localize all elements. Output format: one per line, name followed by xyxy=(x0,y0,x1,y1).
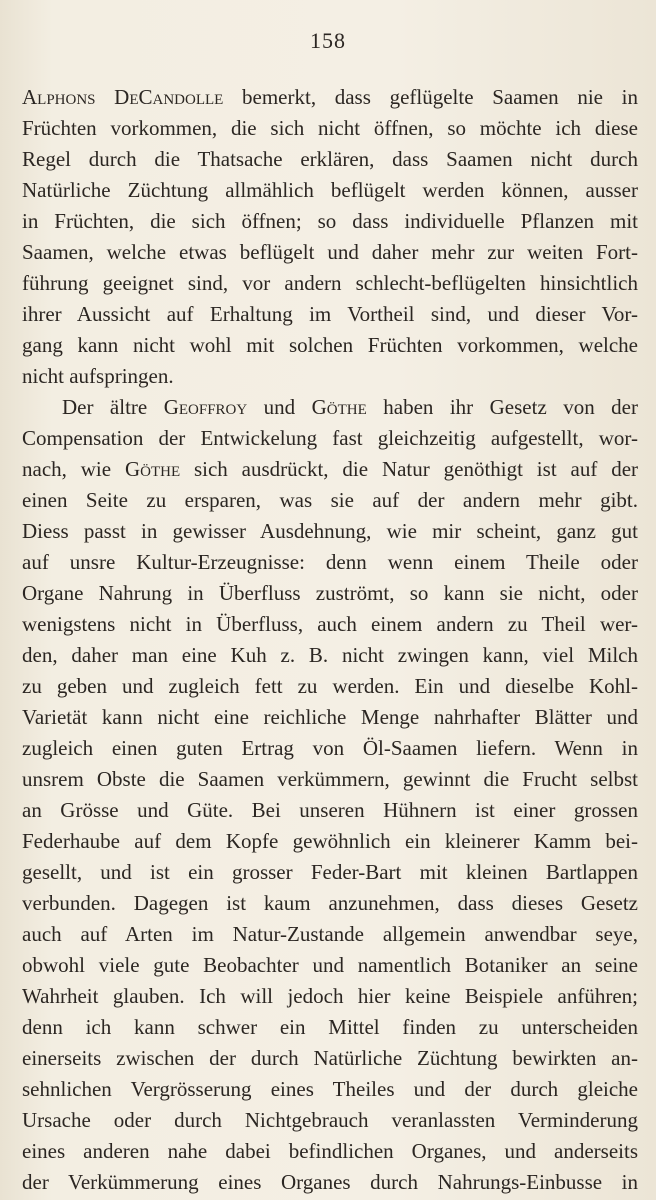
text-line xyxy=(22,1136,638,1167)
text-segment: verbunden. Dagegen ist kaum anzunehmen, dass dieses Gesetz xyxy=(22,891,638,915)
text-segment: Ursache oder durch Nichtgebrauch veranlassten Verminderung xyxy=(22,1108,638,1132)
text-segment: gesellt, und ist ein grosser Feder-Bart mit kleinen Bartlappen xyxy=(22,860,638,884)
text-segment: Compensation der Entwickelung fast gleichzeitig aufgestellt, wor- xyxy=(22,426,638,450)
text-segment: Organe Nahrung in Überfluss zuströmt, so kann sie nicht, oder xyxy=(22,581,638,605)
text-line xyxy=(22,423,638,454)
text-segment: gang kann nicht wohl mit solchen Früchten vorkommen, welche xyxy=(22,333,638,357)
text-line xyxy=(22,113,638,144)
author-name: Göthe xyxy=(124,457,181,481)
text-segment: nach, wie xyxy=(22,457,125,481)
text-segment: denn ich kann schwer ein Mittel finden zu unterscheiden xyxy=(22,1015,638,1039)
text-line xyxy=(22,547,638,578)
text-line xyxy=(22,795,638,826)
text-line xyxy=(22,981,638,1012)
text-line xyxy=(22,175,638,206)
text-line xyxy=(22,1074,638,1105)
text-segment: den, daher man eine Kuh z. B. nicht zwingen kann, viel Milch xyxy=(22,643,638,667)
text-segment: sich ausdrückt, die Natur genöthigt ist auf der xyxy=(180,457,638,481)
text-line xyxy=(22,671,638,702)
text-line xyxy=(22,144,638,175)
page-number: 158 xyxy=(310,28,346,53)
text-segment: auch auf Arten im Natur-Zustande allgemein anwendbar seye, xyxy=(22,922,638,946)
text-segment: Federhaube auf dem Kopfe gewöhnlich ein kleinerer Kamm bei- xyxy=(22,829,638,853)
text-segment: sehnlichen Vergrösserung eines Theiles und der durch gleiche xyxy=(22,1077,638,1101)
text-line xyxy=(22,640,638,671)
text-line xyxy=(22,237,638,268)
text-line xyxy=(22,82,638,113)
text-segment: Saamen, welche etwas beflügelt und daher mehr zur weiten Fort- xyxy=(22,240,638,264)
text-segment: Regel durch die Thatsache erklären, dass Saamen nicht durch xyxy=(22,147,638,171)
text-segment: in Früchten, die sich öffnen; so dass individuelle Pflanzen mit xyxy=(22,209,638,233)
text-line xyxy=(22,516,638,547)
text-line xyxy=(22,919,638,950)
text-segment: Natürliche Züchtung allmählich beflügelt werden können, ausser xyxy=(22,178,638,202)
text-segment: Wahrheit glauben. Ich will jedoch hier keine Beispiele anführen; xyxy=(22,984,638,1008)
text-segment: Diess passt in gewisser Ausdehnung, wie mir scheint, ganz gut xyxy=(22,519,638,543)
text-line xyxy=(22,702,638,733)
text-line xyxy=(22,888,638,919)
text-segment: und xyxy=(247,395,312,419)
text-line xyxy=(22,206,638,237)
text-segment: zu geben und zugleich fett zu werden. Ein und dieselbe Kohl- xyxy=(22,674,638,698)
text-segment: ihrer Aussicht auf Erhaltung im Vortheil sind, und dieser Vor- xyxy=(22,302,638,326)
text-segment: auf unsre Kultur-Erzeugnisse: denn wenn einem Theile oder xyxy=(22,550,638,574)
text-line xyxy=(22,733,638,764)
text-line xyxy=(22,1012,638,1043)
text-line xyxy=(22,764,638,795)
text-segment: einen Seite zu ersparen, was sie auf der andern mehr gibt. xyxy=(22,488,638,512)
text-line xyxy=(22,1105,638,1136)
text-line xyxy=(22,578,638,609)
text-segment: nicht aufspringen. xyxy=(22,364,174,388)
text-segment: Der ältre xyxy=(62,395,164,419)
text-segment: an Grösse und Güte. Bei unseren Hühnern ist einer grossen xyxy=(22,798,638,822)
author-name: Alphons DeCandolle xyxy=(22,85,224,109)
text-segment: zugleich einen guten Ertrag von Öl-Saamen liefern. Wenn in xyxy=(22,736,638,760)
text-segment: haben ihr Gesetz von der xyxy=(366,395,638,419)
text-segment: eines anderen nahe dabei befindlichen Organes, und anderseits xyxy=(22,1139,638,1163)
text-segment: Varietät kann nicht eine reichliche Menge nahrhafter Blätter und xyxy=(22,705,638,729)
text-line xyxy=(22,361,638,392)
text-line xyxy=(22,826,638,857)
text-segment: bemerkt, dass geflügelte Saamen nie in xyxy=(223,85,638,109)
text-line xyxy=(22,268,638,299)
text-line xyxy=(22,950,638,981)
author-name: Göthe xyxy=(311,395,367,419)
text-segment: einerseits zwischen der durch Natürliche Züchtung bewirkten an- xyxy=(22,1046,638,1070)
text-line xyxy=(22,609,638,640)
body-text xyxy=(22,82,638,1198)
text-segment: der Verkümmerung eines Organes durch Nahrungs-Einbusse in xyxy=(22,1170,638,1194)
text-line xyxy=(22,299,638,330)
text-line xyxy=(22,485,638,516)
text-line xyxy=(22,392,638,423)
text-segment: wenigstens nicht in Überfluss, auch einem andern zu Theil wer- xyxy=(22,612,638,636)
text-line xyxy=(22,454,638,485)
text-segment: obwohl viele gute Beobachter und namentlich Botaniker an seine xyxy=(22,953,638,977)
text-segment: Früchten vorkommen, die sich nicht öffnen, so möchte ich diese xyxy=(22,116,638,140)
text-segment: führung geeignet sind, vor andern schlecht-beflügelten hinsichtlich xyxy=(22,271,638,295)
text-line xyxy=(22,1043,638,1074)
text-segment: unsrem Obste die Saamen verkümmern, gewinnt die Frucht selbst xyxy=(22,767,638,791)
text-line xyxy=(22,1167,638,1198)
text-line xyxy=(22,330,638,361)
author-name: Geoffroy xyxy=(163,395,248,419)
text-line xyxy=(22,857,638,888)
